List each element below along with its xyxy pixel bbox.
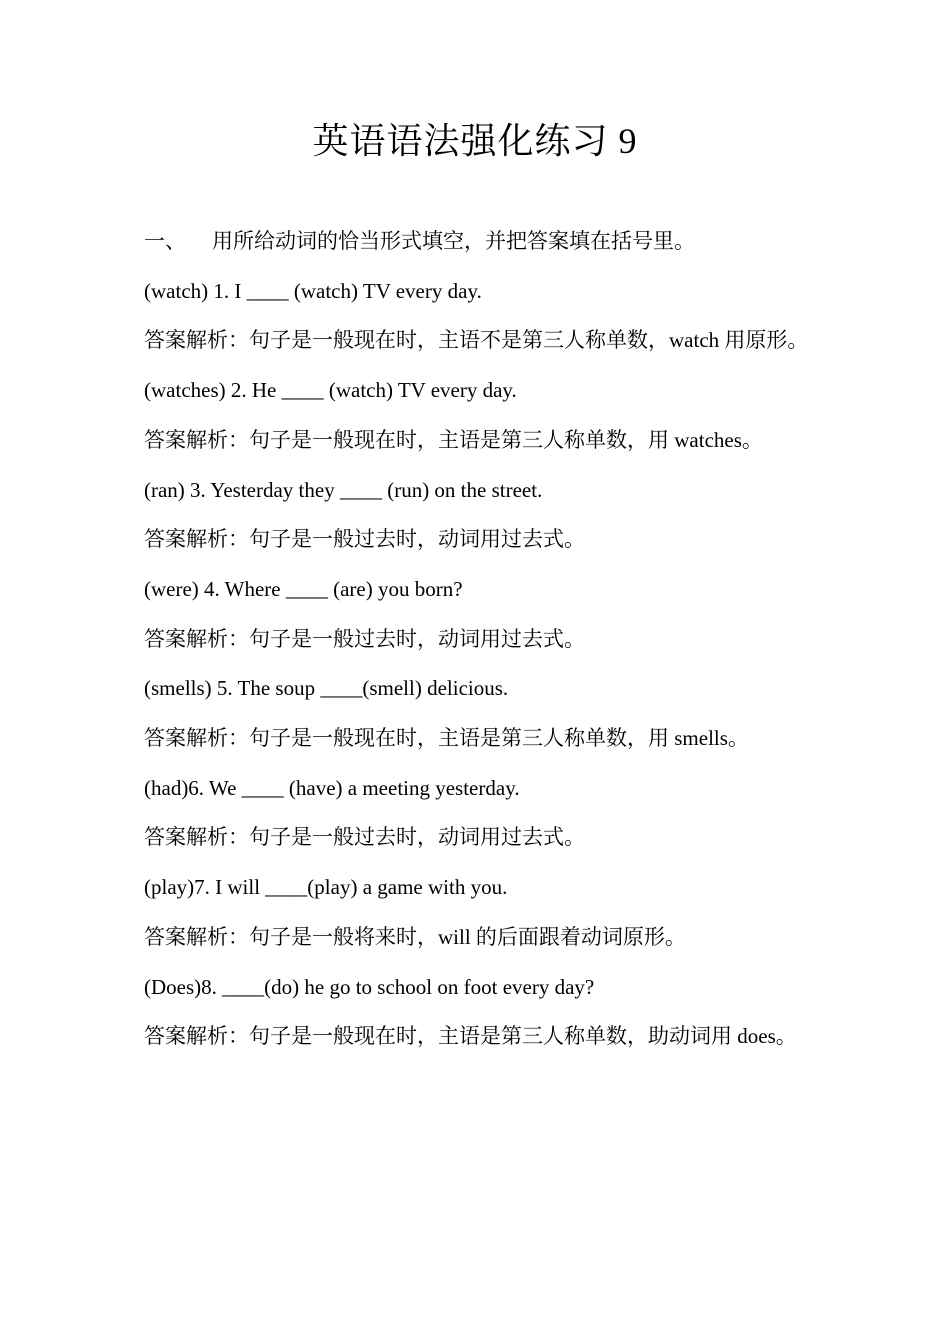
answer-analysis-6: 答案解析：句子是一般过去时，动词用过去式。 (144, 825, 585, 850)
section-heading (144, 217, 809, 267)
question-4: (were) 4. Where ____ (are) you born? (144, 576, 463, 601)
question-7: (play)7. I will ____(play) a game with you. (144, 875, 508, 900)
section-instruction: 用所给动词的恰当形式填空，并把答案填在括号里。 (212, 229, 695, 253)
answer-analysis-3: 答案解析：句子是一般过去时，动词用过去式。 (144, 527, 585, 552)
question-2: (watches) 2. He ____ (watch) TV every day. (144, 378, 517, 403)
answer-analysis-4: 答案解析：句子是一般过去时，动词用过去式。 (144, 626, 585, 651)
question-1: (watch) 1. I ____ (watch) TV every day. (144, 278, 482, 303)
question-8: (Does)8. ____(do) he go to school on foot every day? (144, 974, 595, 999)
question-6: (had)6. We ____ (have) a meeting yesterday. (144, 775, 520, 800)
answer-analysis-2: 答案解析：句子是一般现在时，主语是第三人称单数，用 watches。 (144, 427, 763, 452)
section-number: 一、 (144, 229, 186, 253)
question-3: (ran) 3. Yesterday they ____ (run) on the street. (144, 477, 543, 502)
answer-analysis-1: 答案解析：句子是一般现在时，主语不是第三人称单数，watch 用原形。 (144, 328, 809, 353)
question-5: (smells) 5. The soup ____(smell) delicious. (144, 676, 509, 701)
answer-analysis-7: 答案解析：句子是一般将来时，will 的后面跟着动词原形。 (144, 924, 686, 949)
exercise-content (144, 217, 809, 1062)
page-title: 英语语法强化练习 9 (312, 121, 638, 161)
answer-analysis-8: 答案解析：句子是一般现在时，主语是第三人称单数，助动词用 does。 (144, 1024, 797, 1049)
answer-analysis-5: 答案解析：句子是一般现在时，主语是第三人称单数，用 smells。 (144, 726, 749, 751)
